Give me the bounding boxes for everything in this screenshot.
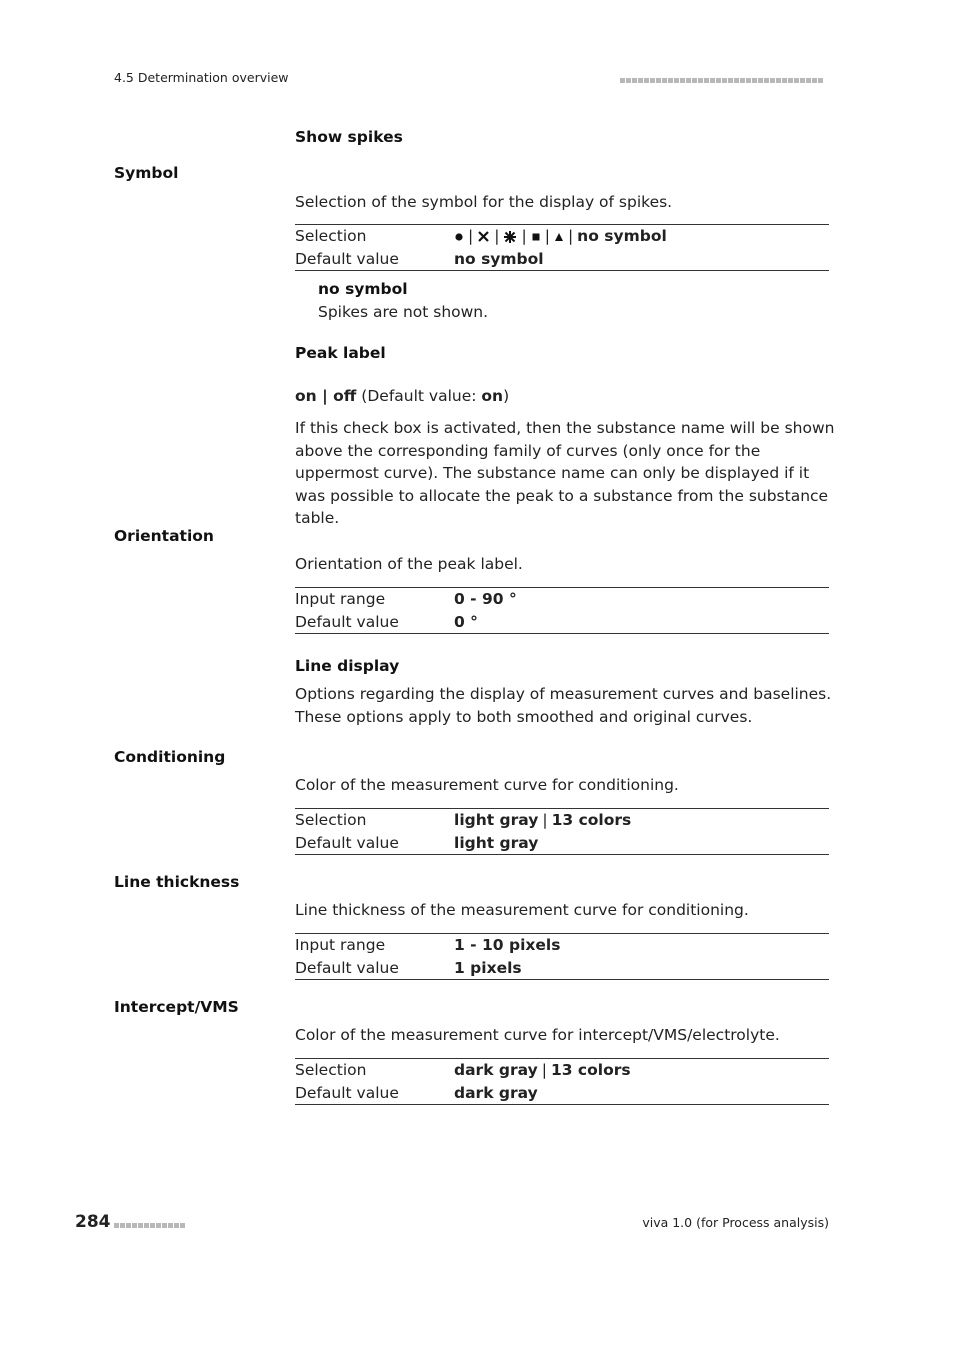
range-key: Input range bbox=[295, 936, 386, 954]
orientation-label: Orientation bbox=[114, 527, 214, 545]
peak-label-heading: Peak label bbox=[295, 344, 386, 362]
no-symbol-title: no symbol bbox=[318, 280, 408, 298]
cross-icon bbox=[477, 230, 490, 243]
table-row bbox=[295, 248, 829, 271]
conditioning-description: Color of the measurement curve for conditioning. bbox=[295, 776, 679, 794]
line-display-heading: Line display bbox=[295, 657, 400, 675]
table-row bbox=[295, 1082, 829, 1105]
footer-product: viva 1.0 (for Process analysis) bbox=[642, 1215, 829, 1230]
orientation-table bbox=[295, 587, 829, 634]
default-key: Default value bbox=[295, 612, 399, 631]
selection-key: Selection bbox=[295, 1061, 367, 1079]
selection-key: Selection bbox=[295, 227, 367, 245]
line-thickness-label: Line thickness bbox=[114, 873, 240, 891]
option-on: on bbox=[295, 387, 317, 405]
table-row bbox=[295, 225, 829, 248]
option-separator: | bbox=[316, 387, 334, 405]
option-13-colors: 13 colors bbox=[551, 811, 632, 829]
default-key: Default value bbox=[295, 833, 399, 852]
default-suffix: ) bbox=[503, 387, 510, 405]
line-display-description: Options regarding the display of measurement curves and baselines. These options apply to both smoothed and original curves. bbox=[295, 685, 832, 726]
default-value: 0 ° bbox=[454, 612, 478, 631]
option-13-colors: 13 colors bbox=[550, 1061, 631, 1079]
range-value: 1 - 10 pixels bbox=[454, 936, 561, 954]
table-row bbox=[295, 832, 829, 855]
intercept-label: Intercept/VMS bbox=[114, 998, 239, 1016]
intercept-table bbox=[295, 1058, 829, 1105]
table-row bbox=[295, 1059, 829, 1082]
selection-value: | | | | | no symbol bbox=[454, 225, 829, 248]
table-row bbox=[295, 611, 829, 634]
line-thickness-table bbox=[295, 933, 829, 980]
default-key: Default value bbox=[295, 249, 399, 268]
default-key: Default value bbox=[295, 1083, 399, 1102]
default-value: light gray bbox=[454, 833, 539, 852]
no-symbol-description: Spikes are not shown. bbox=[318, 303, 489, 321]
peak-label-description: If this check box is activated, then the substance name will be shown above the corresponding family of curves (only once for the uppermost curve). The substance name can only be displayed if it was possible to allocate the peak to a substance from the substance table. bbox=[295, 419, 835, 527]
intercept-description: Color of the measurement curve for intercept/VMS/electrolyte. bbox=[295, 1026, 780, 1044]
symbol-label: Symbol bbox=[114, 164, 179, 182]
default-prefix: (Default value: bbox=[356, 387, 482, 405]
running-header-section: 4.5 Determination overview bbox=[114, 70, 289, 85]
footer-decoration bbox=[114, 1215, 186, 1234]
selection-value: dark gray | 13 colors bbox=[454, 1061, 631, 1079]
asterisk-icon bbox=[503, 230, 517, 244]
default-value: no symbol bbox=[454, 249, 544, 268]
table-row bbox=[295, 588, 829, 611]
no-symbol-option: no symbol bbox=[577, 227, 667, 245]
default-on: on bbox=[481, 387, 504, 405]
table-row bbox=[295, 809, 829, 832]
option-off: off bbox=[333, 387, 357, 405]
orientation-description: Orientation of the peak label. bbox=[295, 555, 523, 573]
peak-label-options bbox=[295, 385, 835, 408]
line-thickness-description: Line thickness of the measurement curve for conditioning. bbox=[295, 901, 749, 919]
range-key: Input range bbox=[295, 590, 386, 608]
symbol-description: Selection of the symbol for the display of spikes. bbox=[295, 193, 673, 211]
range-value: 0 - 90 ° bbox=[454, 590, 517, 608]
table-row bbox=[295, 934, 829, 957]
square-icon bbox=[531, 231, 541, 243]
default-value: dark gray bbox=[454, 1083, 538, 1102]
option-light-gray: light gray bbox=[454, 811, 539, 829]
dot-icon bbox=[454, 231, 464, 243]
option-dark-gray: dark gray bbox=[454, 1061, 538, 1079]
selection-value: light gray | 13 colors bbox=[454, 811, 632, 829]
default-key: Default value bbox=[295, 958, 399, 977]
conditioning-table bbox=[295, 808, 829, 855]
default-value: 1 pixels bbox=[454, 958, 522, 977]
table-row bbox=[295, 957, 829, 980]
selection-key: Selection bbox=[295, 811, 367, 829]
page-number: 284 bbox=[75, 1212, 111, 1232]
header-decoration bbox=[620, 70, 829, 79]
symbol-table bbox=[295, 224, 829, 271]
show-spikes-heading: Show spikes bbox=[295, 128, 403, 146]
conditioning-label: Conditioning bbox=[114, 748, 226, 766]
triangle-icon bbox=[554, 231, 564, 243]
